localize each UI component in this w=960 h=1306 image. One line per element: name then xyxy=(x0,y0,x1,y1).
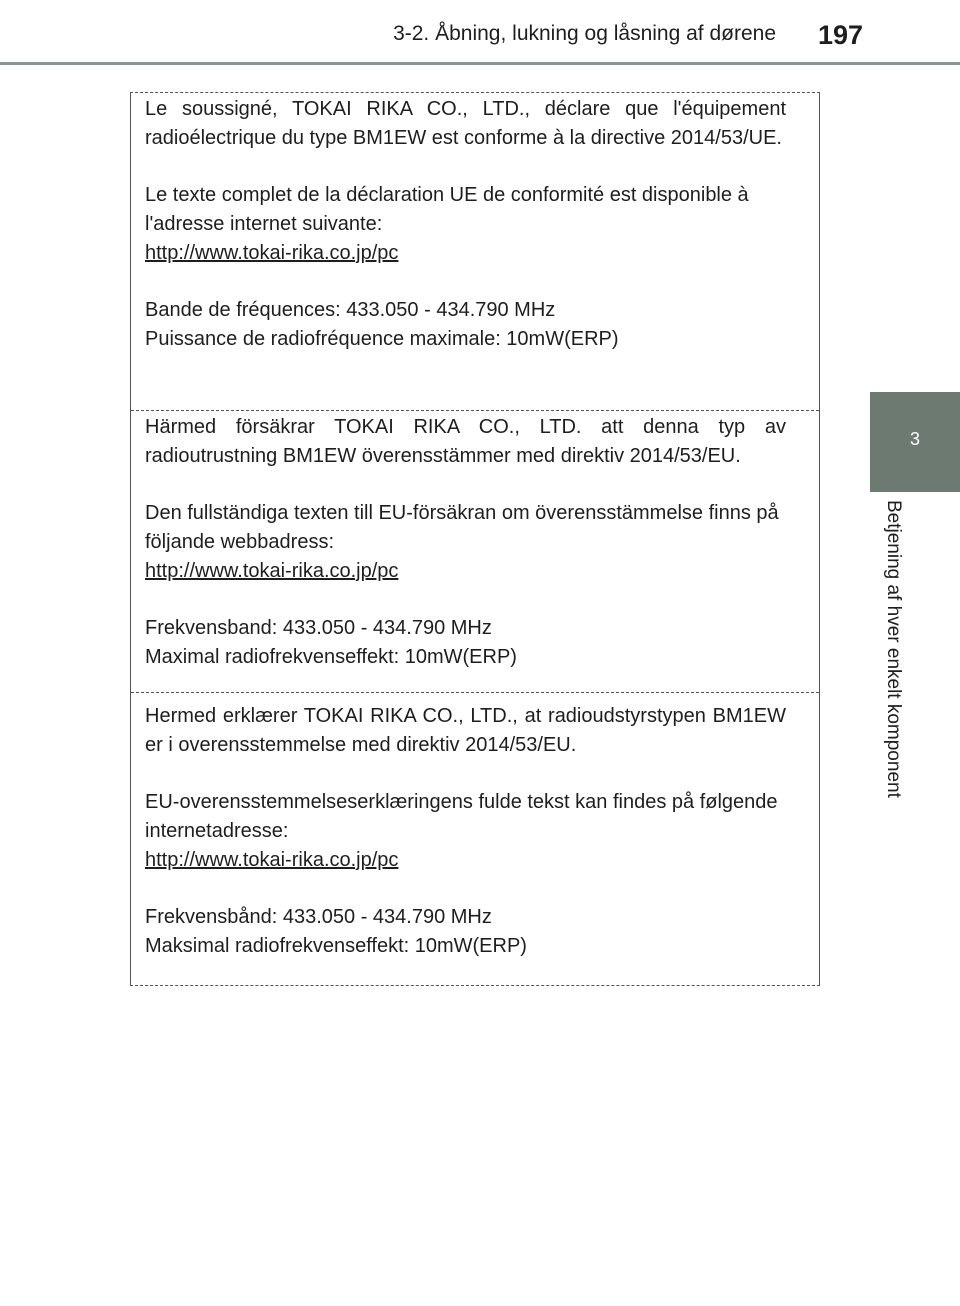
header-rule xyxy=(0,62,960,65)
chapter-tab-number: 3 xyxy=(909,429,920,449)
declaration-text: Härmed försäkrar TOKAI RIKA CO., LTD. att denna typ av radioutrustning BM1EW överensstämmer med direktiv 2014/53/EU. xyxy=(145,416,786,467)
max-power-text: Maksimal radiofrekvenseffekt: 10mW(ERP) xyxy=(145,935,527,957)
declaration-url-link[interactable]: http://www.tokai-rika.co.jp/pc xyxy=(145,560,399,582)
declaration-section-swedish xyxy=(131,410,819,692)
declaration-url-link[interactable]: http://www.tokai-rika.co.jp/pc xyxy=(145,849,399,871)
declaration-section-danish xyxy=(131,692,819,985)
availability-text: Den fullständiga texten till EU-försäkran om överensstämmelse finns på följande webbadress: xyxy=(145,502,779,553)
availability-text: EU-overensstemmelseserklæringens fulde tekst kan findes på følgende internetadresse: xyxy=(145,791,778,842)
chapter-tab xyxy=(870,392,960,492)
declaration-section-french xyxy=(131,93,819,410)
page-number: 197 xyxy=(818,20,864,50)
declaration-text: Hermed erklærer TOKAI RIKA CO., LTD., at radioudstyrstypen BM1EW er i overensstemmelse med direktiv 2014/53/EU. xyxy=(145,705,786,756)
max-power-text: Maximal radiofrekvenseffekt: 10mW(ERP) xyxy=(145,646,517,668)
frequency-band-text: Frekvensband: 433.050 - 434.790 MHz xyxy=(145,617,492,639)
conformity-declaration-box xyxy=(130,92,820,986)
declaration-text: Le soussigné, TOKAI RIKA CO., LTD., déclare que l'équipement radioélectrique du type BM1EW est conforme à la directive 2014/53/UE. xyxy=(145,98,786,149)
chapter-side-label xyxy=(872,500,942,830)
availability-text: Le texte complet de la déclaration UE de conformité est disponible à l'adresse internet suivante: xyxy=(145,184,749,235)
page-header-title: 3-2. Åbning, lukning og låsning af dørene xyxy=(393,22,776,45)
frequency-band-text: Frekvensbånd: 433.050 - 434.790 MHz xyxy=(145,906,492,928)
max-power-text: Puissance de radiofréquence maximale: 10mW(ERP) xyxy=(145,328,619,350)
declaration-url-link[interactable]: http://www.tokai-rika.co.jp/pc xyxy=(145,242,399,264)
chapter-side-label-text: Betjening af hver enkelt komponent xyxy=(883,500,904,798)
frequency-band-text: Bande de fréquences: 433.050 - 434.790 MHz xyxy=(145,299,556,321)
